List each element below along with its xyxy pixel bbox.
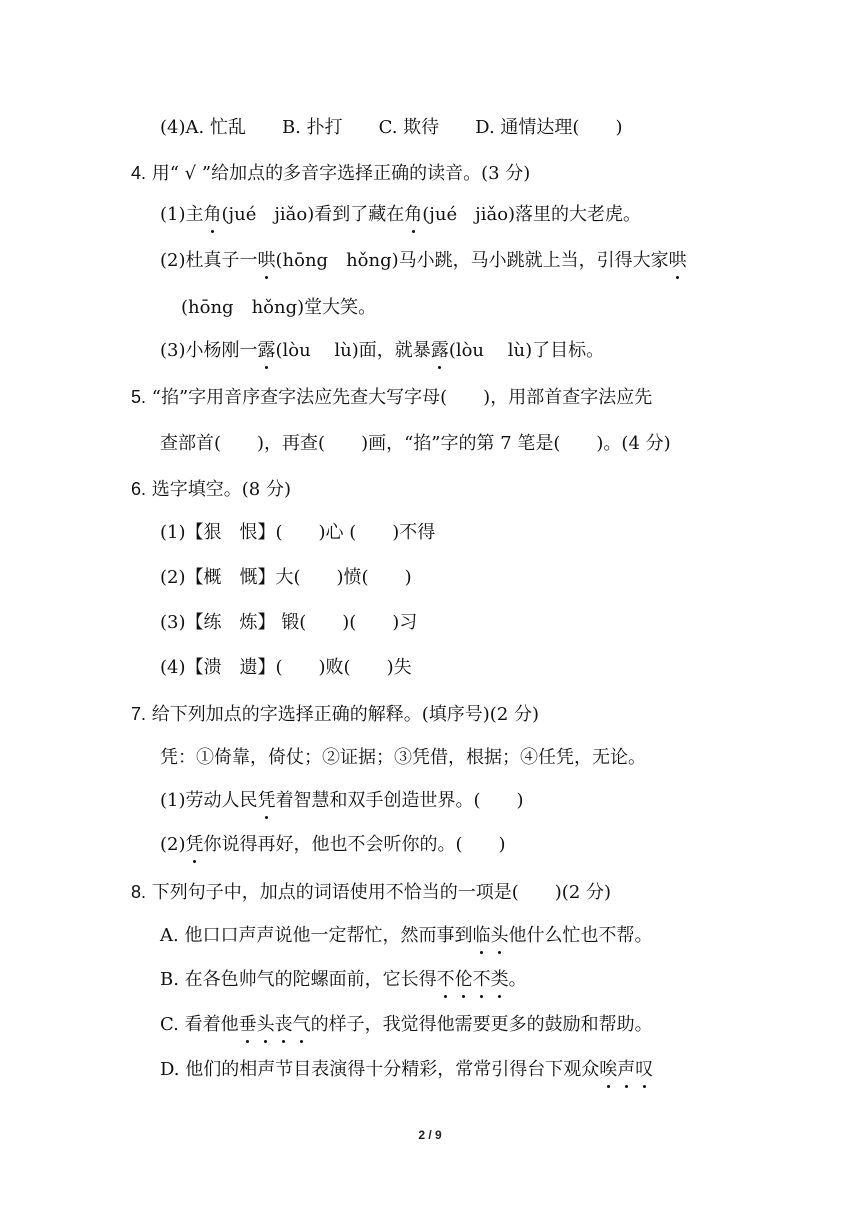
question-number: 4. — [131, 163, 147, 183]
dotted-char: 凭 — [257, 790, 276, 811]
q6-item2 — [160, 566, 412, 590]
dotted-char: 哄 — [257, 250, 276, 271]
text: (jué jiǎo)看到了藏在 — [221, 204, 405, 225]
text: (lòu lù)了目标。 — [448, 340, 605, 361]
dotted-char: 头 — [490, 925, 509, 946]
text: (jué jiǎo)落里的大老虎。 — [422, 204, 642, 225]
dotted-char: 哄 — [668, 250, 687, 271]
q8-option-b — [160, 968, 527, 992]
q4-item2 — [160, 249, 687, 273]
text: (4)【溃 遗】( )败( )失 — [160, 657, 412, 678]
text: (2)【概 慨】大( )愤( ) — [160, 567, 412, 588]
q7-definition — [160, 746, 646, 770]
q4-item3 — [160, 339, 604, 363]
q3-item4 — [160, 116, 622, 140]
text: D. 他们的相声节目表演得十分精彩，常常引得台下观众 — [160, 1059, 600, 1080]
q4-item1 — [160, 203, 641, 227]
q8-title — [131, 880, 611, 905]
question-text: 选字填空。(8 分) — [151, 479, 291, 500]
dotted-char: 唉 — [599, 1059, 618, 1080]
text: 他什么忙也不帮。 — [508, 925, 653, 946]
dotted-char: 角 — [404, 204, 423, 225]
dotted-char: 头 — [256, 1014, 275, 1035]
dotted-char: 丧 — [274, 1014, 293, 1035]
dotted-char: 气 — [292, 1014, 311, 1035]
question-text: “掐”字用音序查字法应先查大写字母( )，用部首查字法应先 — [151, 387, 653, 408]
text: 的样子，我觉得他需要更多的鼓励和帮助。 — [310, 1014, 653, 1035]
q6-title — [131, 477, 291, 502]
page-number: 2 / 9 — [418, 1128, 442, 1142]
text: (3)【练 炼】 锻( )( )习 — [160, 612, 418, 633]
text: (1)劳动人民 — [160, 790, 258, 811]
text: 着智慧和双手创造世界。( ) — [275, 790, 524, 811]
question-number: 8. — [131, 882, 147, 902]
dotted-char: 露 — [257, 340, 276, 361]
text: (hōng hǒng)马小跳，马小跳就上当，引得大家 — [275, 250, 669, 271]
question-text: 用“ √ ”给加点的多音字选择正确的读音。(3 分) — [151, 163, 531, 184]
q4-item2-cont — [181, 296, 376, 320]
text: B. 在各色帅气的陀螺面前，它长得 — [160, 969, 437, 990]
dotted-char: 临 — [472, 925, 491, 946]
dotted-char: 露 — [430, 340, 449, 361]
text: 凭：①倚靠，倚仗；②证据；③凭借，根据；④任凭，无论。 — [160, 747, 646, 768]
text: (1)主 — [160, 204, 204, 225]
dotted-char: 角 — [203, 204, 222, 225]
dotted-char: 不 — [472, 969, 491, 990]
dotted-char: 伦 — [454, 969, 473, 990]
question-text: 下列句子中，加点的词语使用不恰当的一项是( )(2 分) — [151, 882, 612, 903]
text: (hōng hǒng)堂大笑。 — [181, 297, 377, 318]
text: (3)小杨刚一 — [160, 340, 258, 361]
q7-item1 — [160, 789, 524, 813]
text: (1)【狠 恨】( )心 ( )不得 — [160, 522, 436, 543]
q8-option-a — [160, 924, 652, 948]
question-text: 给下列加点的字选择正确的解释。(填序号)(2 分) — [151, 704, 540, 725]
question-number: 7. — [131, 704, 147, 724]
question-number: 6. — [131, 479, 147, 499]
dotted-char: 叹 — [635, 1059, 654, 1080]
text: A. 他口口声声说他一定帮忙，然而事到 — [160, 925, 473, 946]
q3-item4-text: (4)A. 忙乱 B. 扑打 C. 欺待 D. 通情达理( ) — [160, 117, 623, 138]
q7-title — [131, 702, 539, 727]
dotted-char: 不 — [436, 969, 455, 990]
text: C. 看着他 — [160, 1014, 239, 1035]
question-number: 5. — [131, 387, 147, 407]
q5-title — [131, 385, 652, 410]
q7-item2 — [160, 833, 506, 857]
text: 你说得再好，他也不会听你的。( ) — [203, 834, 506, 855]
dotted-char: 类 — [490, 969, 509, 990]
q6-item3 — [160, 611, 417, 635]
dotted-char: 声 — [617, 1059, 636, 1080]
text: (2) — [160, 834, 186, 855]
text: (lòu lù)面，就暴 — [275, 340, 431, 361]
q6-item1 — [160, 521, 435, 545]
q8-option-c — [160, 1013, 653, 1037]
text: 。 — [508, 969, 527, 990]
q5-cont — [160, 432, 671, 456]
q8-option-d — [160, 1058, 653, 1082]
q6-item4 — [160, 656, 412, 680]
text: 查部首( )，再查( )画，“掐”字的第 7 笔是( )。(4 分) — [160, 433, 671, 454]
dotted-char: 凭 — [185, 834, 204, 855]
dotted-char: 垂 — [238, 1014, 257, 1035]
text: (2)杜真子一 — [160, 250, 258, 271]
q4-title — [131, 161, 530, 186]
